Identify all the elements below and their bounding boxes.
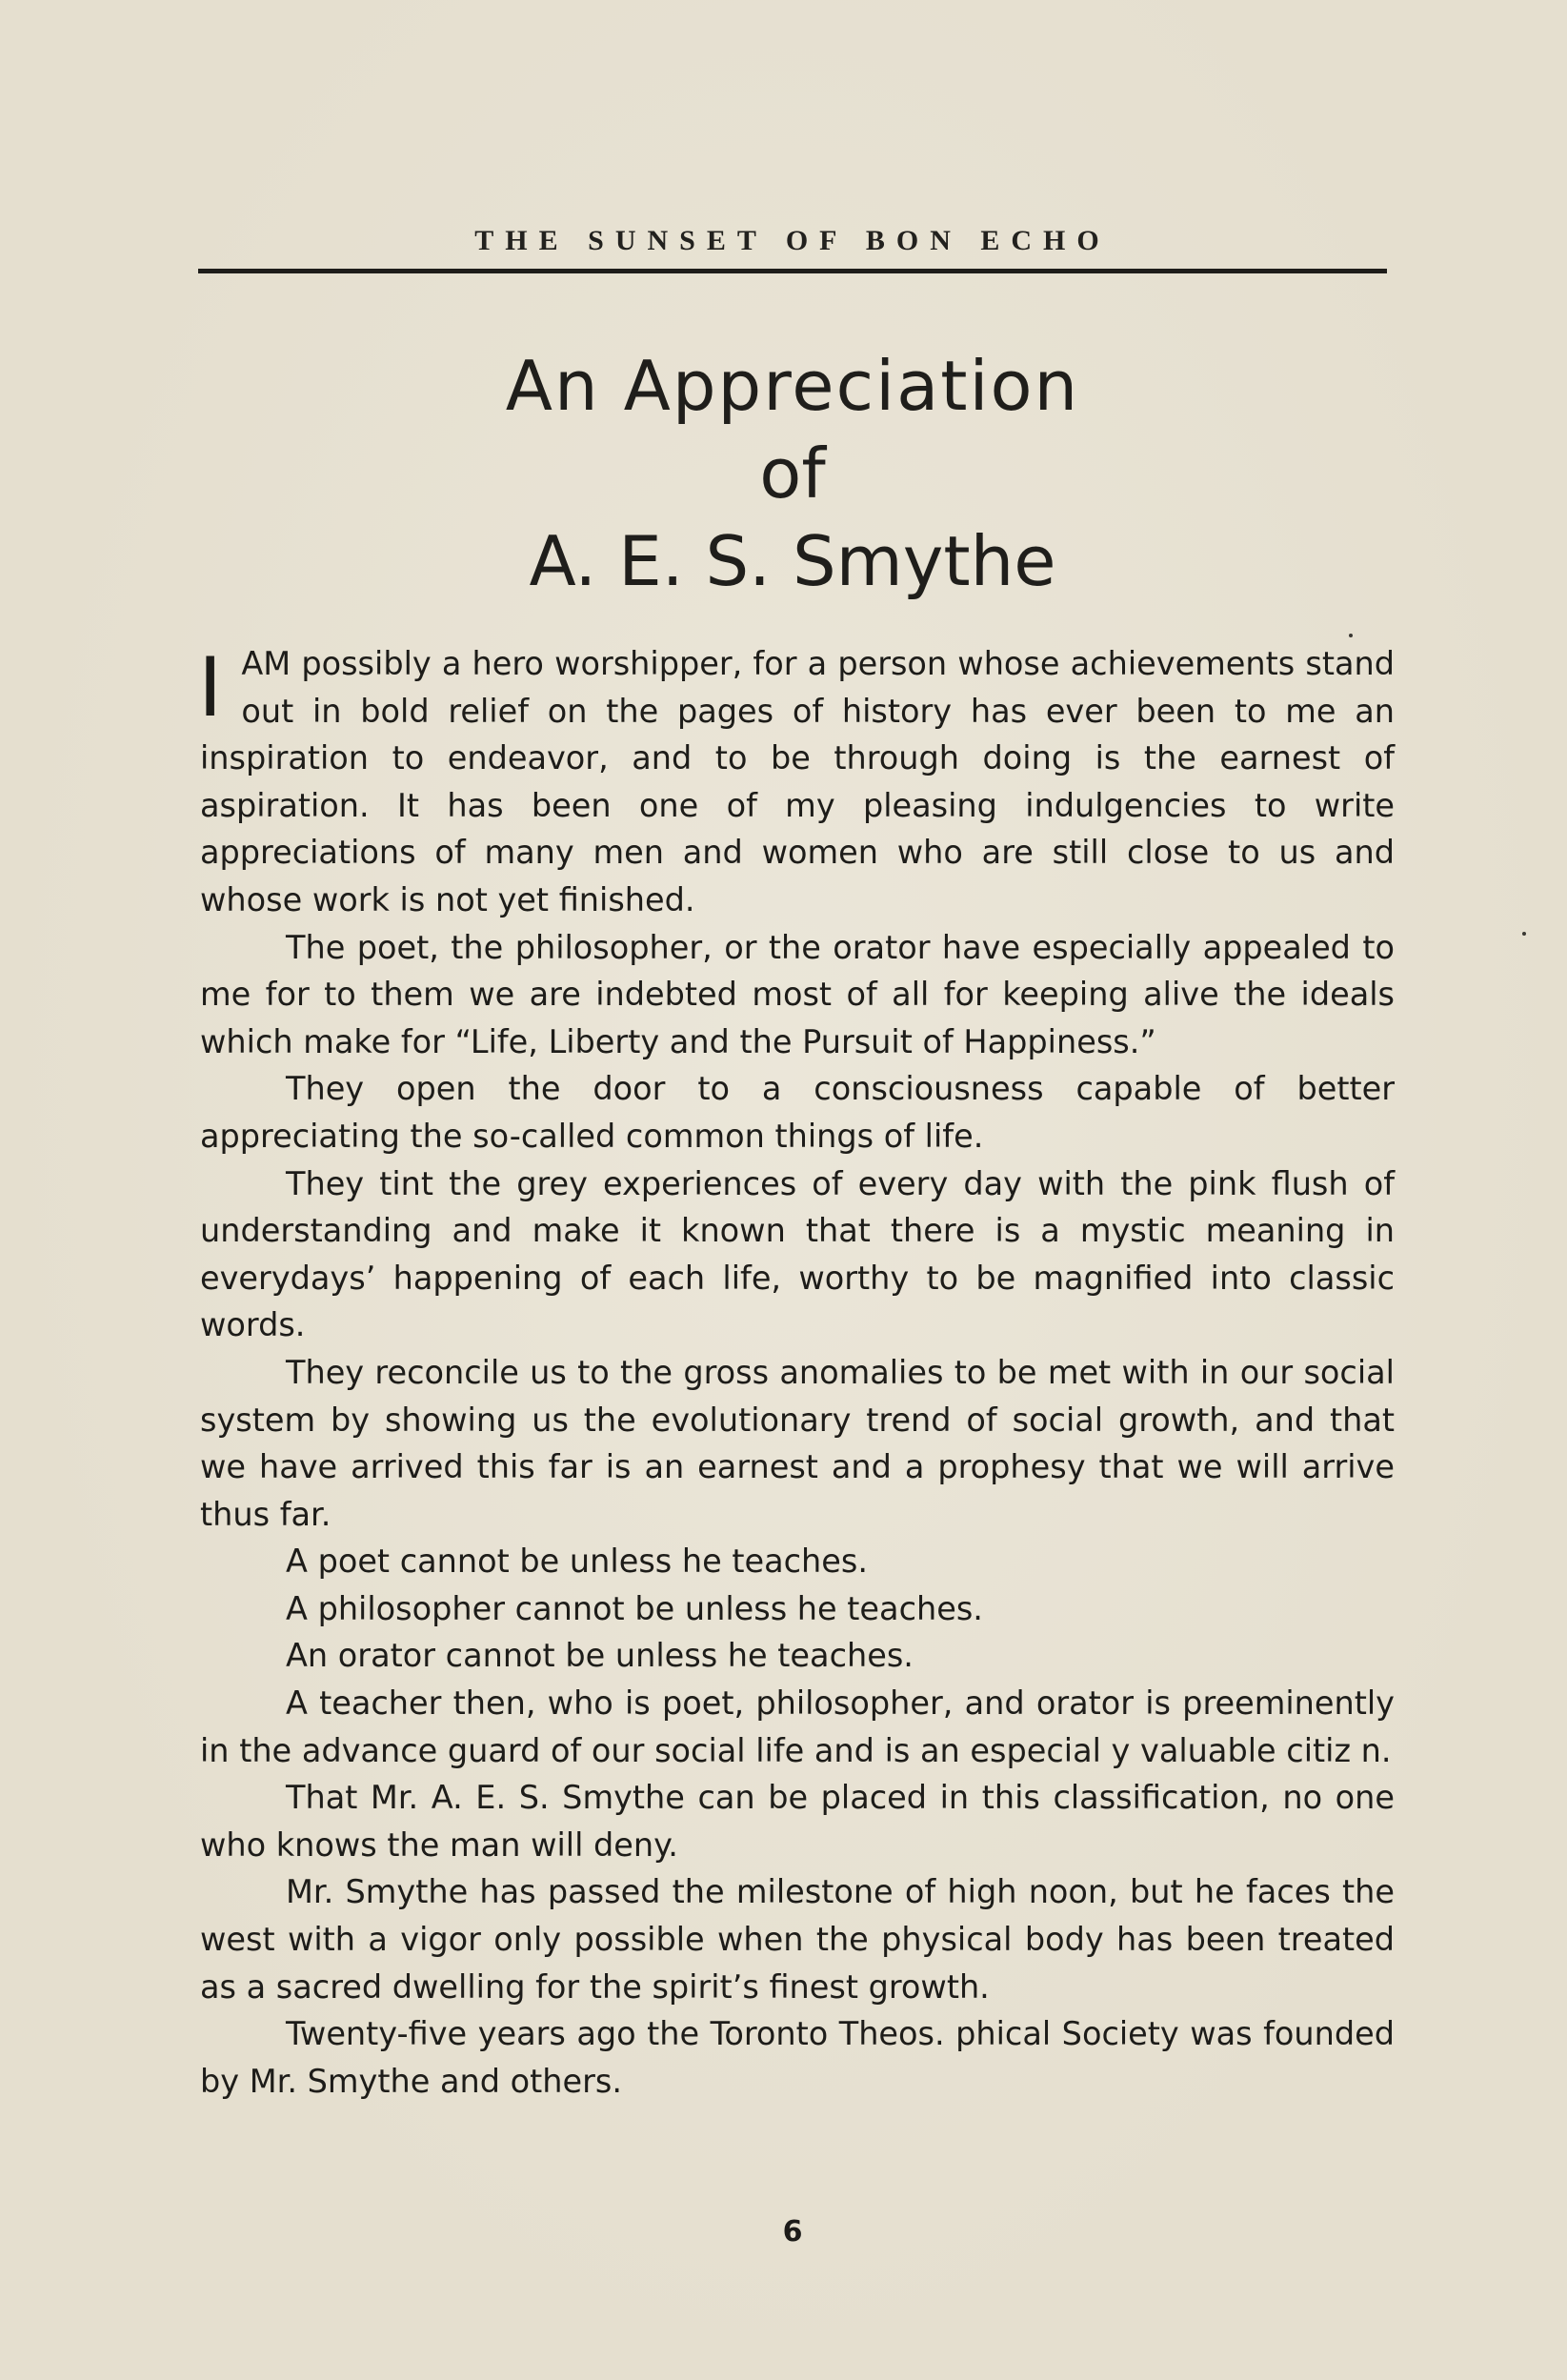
article-title-line-1: An Appreciation: [505, 346, 1080, 426]
paragraph: Mr. Smythe has passed the milestone of high noon, but he faces the west with a vigor only possible when the physical body has been treated as a sacred dwelling for the spirit’s finest growth.: [200, 1873, 1395, 2006]
paper-speck: [1522, 932, 1526, 936]
paragraph: A poet cannot be unless he teaches.: [286, 1543, 868, 1581]
paragraph-text: AM possibly a hero worshipper, for a person whose achievements stand out in bold relief on the pages of history has ever been to me an inspiration to endeavor, and to be through doing is the earnest of aspiration. It has been one of my pleasing indulgencies to write appreciations of many men and women who are still close to us and whose work is not yet finished.: [200, 645, 1395, 918]
paragraph: A teacher then, who is poet, philosopher, and orator is preeminently in the advance guard of our social life and is an especial y valuable citiz n.: [200, 1684, 1395, 1769]
article-body: [200, 640, 1395, 2105]
running-head: THE SUNSET OF BON ECHO: [474, 225, 1111, 256]
paragraph: They open the door to a consciousness capable of better appreciating the so-called common things of life.: [200, 1070, 1395, 1155]
header-rule: [198, 269, 1387, 273]
paragraph: An orator cannot be unless he teaches.: [286, 1637, 914, 1675]
article-title-line-2: of: [759, 434, 826, 514]
paragraph: They tint the grey experiences of every day with the pink flush of understanding and make it known that there is a mystic meaning in everydays’ happening of each life, worthy to be magnified into classic words.: [200, 1164, 1395, 1344]
page-number: 6: [782, 2215, 803, 2249]
paragraph: A philosopher cannot be unless he teaches.: [286, 1589, 983, 1627]
paper-speck: [1349, 634, 1353, 637]
paragraph: They reconcile us to the gross anomalies to be met with in our social system by showing us the evolutionary trend of social growth, and that we have arrived this far is an earnest and a prophesy that we will arrive thus far.: [200, 1353, 1395, 1533]
drop-cap: I: [198, 640, 223, 736]
paragraph: The poet, the philosopher, or the orator have especially appealed to me for to them we are indebted most of all for keeping alive the ideals which make for “Life, Liberty and the Pursuit of Happiness.”: [200, 928, 1395, 1060]
paragraph: Twenty-five years ago the Toronto Theos. phical Society was founded by Mr. Smythe and others.: [200, 2015, 1395, 2100]
paragraph: [200, 640, 1395, 924]
article-title-line-3: A. E. S. Smythe: [529, 521, 1056, 601]
paragraph: That Mr. A. E. S. Smythe can be placed in this classification, no one who knows the man will deny.: [200, 1779, 1395, 1864]
